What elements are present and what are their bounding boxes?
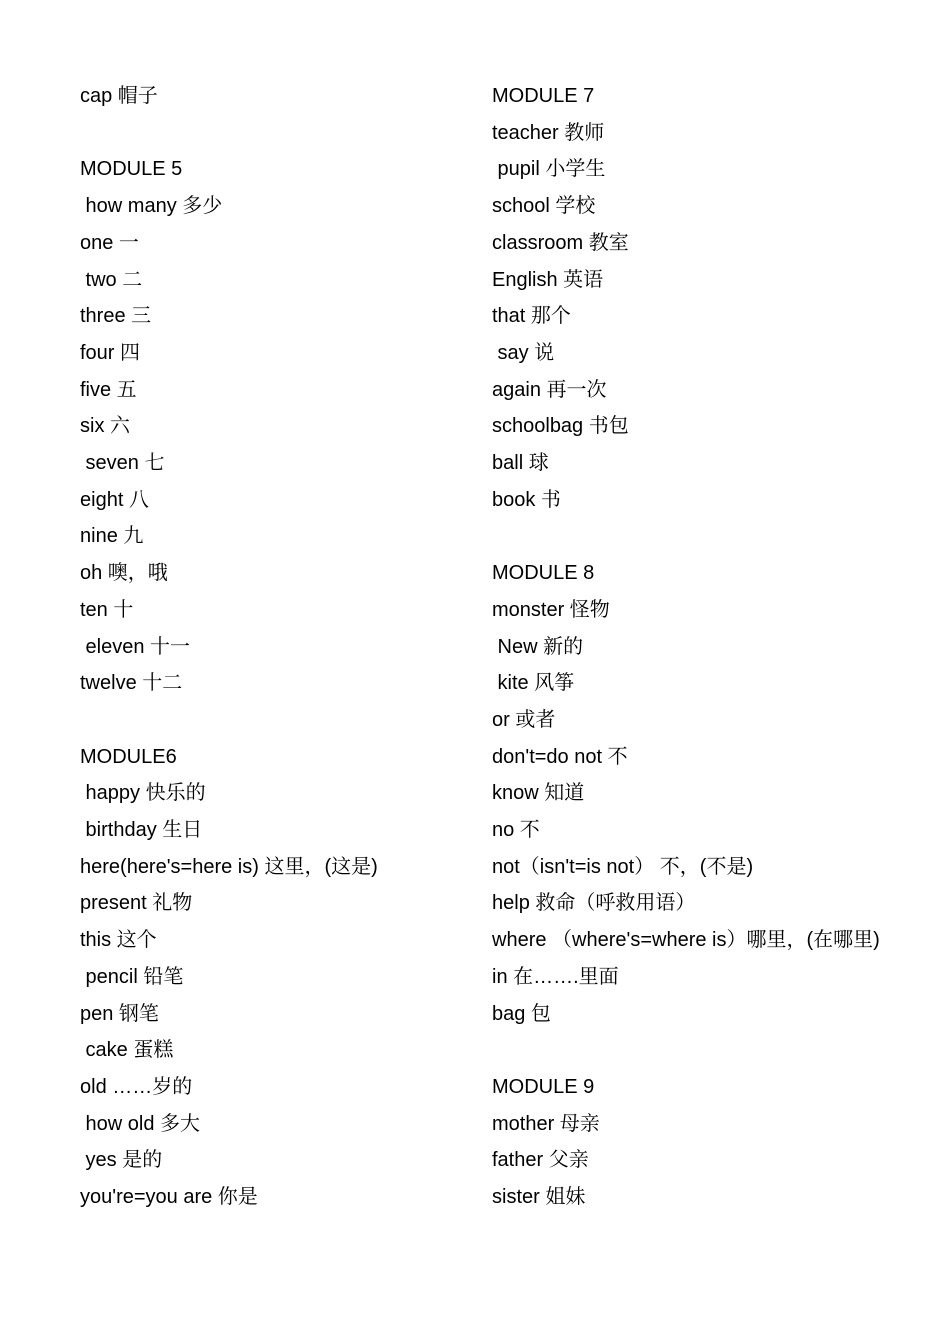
module-heading: MODULE 8 — [492, 562, 595, 585]
vocab-entry: two 二 — [80, 268, 143, 291]
vocab-entry: where （where's=where is）哪里，(在哪里) — [492, 929, 880, 952]
vocab-entry: ball 球 — [492, 452, 549, 475]
vocab-entry: this 这个 — [80, 929, 157, 952]
vocab-entry: in 在…….里面 — [492, 965, 619, 988]
vocab-entry: say 说 — [492, 341, 555, 364]
spacer — [492, 1032, 887, 1069]
vocab-entry: don't=do not 不 — [492, 745, 628, 768]
vocab-entry: pen 钢笔 — [80, 1002, 159, 1025]
vocab-entry: happy 快乐的 — [80, 782, 206, 805]
module-heading: MODULE6 — [80, 745, 177, 768]
vocab-entry: old ……岁的 — [80, 1075, 193, 1098]
vocab-entry: six 六 — [80, 415, 130, 438]
module-heading: MODULE 5 — [80, 158, 183, 181]
spacer — [80, 115, 490, 152]
vocab-entry: ten 十 — [80, 598, 134, 621]
vocab-entry: no 不 — [492, 819, 540, 842]
vocab-entry: present 礼物 — [80, 892, 193, 915]
vocab-entry: cake 蛋糕 — [80, 1039, 174, 1062]
spacer — [492, 518, 887, 555]
vocab-entry: eleven 十一 — [80, 635, 191, 658]
module-heading: MODULE 9 — [492, 1075, 595, 1098]
vocab-entry: kite 风筝 — [492, 672, 575, 695]
vocab-entry: monster 怪物 — [492, 598, 610, 621]
vocab-entry: English 英语 — [492, 268, 604, 291]
vocab-entry: eight 八 — [80, 488, 149, 511]
module-heading: MODULE 7 — [492, 85, 595, 107]
vocab-entry: birthday 生日 — [80, 819, 203, 842]
spacer — [80, 702, 490, 739]
vocab-entry: schoolbag 书包 — [492, 415, 629, 438]
vocab-entry: you're=you are 你是 — [80, 1186, 258, 1209]
vocab-entry: know 知道 — [492, 782, 585, 805]
vocab-entry: four 四 — [80, 341, 141, 364]
vocab-entry: again 再一次 — [492, 378, 607, 401]
vocab-entry: three 三 — [80, 305, 152, 328]
vocab-entry: not（isn't=is not） 不，(不是) — [492, 855, 754, 878]
vocab-entry: help 救命（呼救用语） — [492, 892, 696, 915]
vocab-entry: school 学校 — [492, 195, 596, 218]
vocab-entry: cap 帽子 — [80, 85, 158, 107]
vocab-entry: or 或者 — [492, 708, 556, 731]
vocab-entry: pencil 铅笔 — [80, 965, 184, 988]
vocab-entry: classroom 教室 — [492, 231, 629, 254]
vocab-entry: that 那个 — [492, 305, 571, 328]
vocab-entry: yes 是的 — [80, 1149, 163, 1172]
vocab-entry: twelve 十二 — [80, 672, 183, 695]
vocab-entry: oh 噢，哦 — [80, 562, 168, 585]
vocab-entry: mother 母亲 — [492, 1112, 600, 1135]
vocab-entry: one 一 — [80, 231, 139, 254]
left-column — [80, 78, 490, 1216]
vocab-entry: pupil 小学生 — [492, 158, 606, 181]
vocab-entry: how old 多大 — [80, 1112, 201, 1135]
vocab-entry: bag 包 — [492, 1002, 551, 1025]
vocab-entry: book 书 — [492, 488, 561, 511]
vocab-entry: how many 多少 — [80, 195, 223, 218]
vocab-entry: teacher 教师 — [492, 121, 605, 144]
right-column — [492, 78, 887, 1216]
vocab-entry: here(here's=here is) 这里，(这是) — [80, 855, 378, 878]
vocab-entry: New 新的 — [492, 635, 584, 658]
vocab-entry: sister 姐妹 — [492, 1186, 586, 1209]
vocab-entry: father 父亲 — [492, 1149, 589, 1172]
vocab-entry: five 五 — [80, 378, 137, 401]
vocab-entry: seven 七 — [80, 452, 165, 475]
vocab-entry: nine 九 — [80, 525, 144, 548]
